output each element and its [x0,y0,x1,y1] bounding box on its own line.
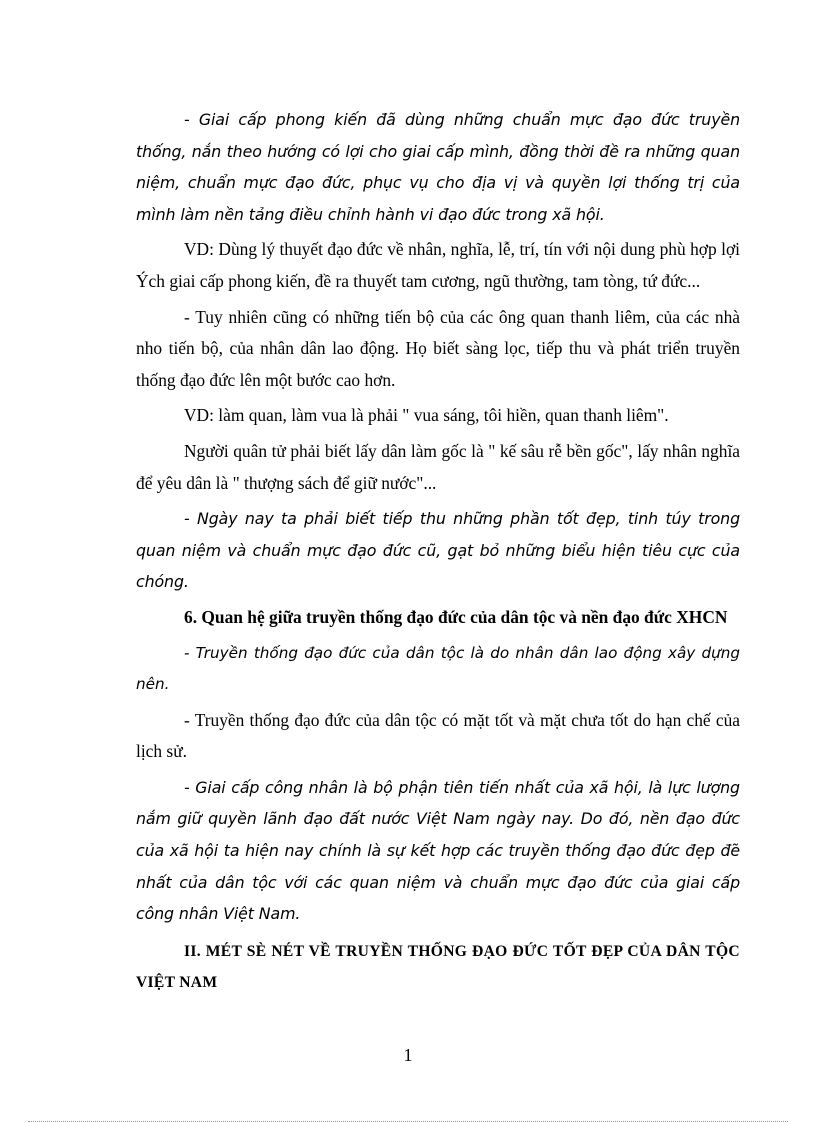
paragraph-example-virtues: VD: Dùng lý thuyết đạo đức về nhân, nghĩa, lễ, trí, tín với nội dung phù hợp lợi Ých giai cấp phong kiến, đề ra thuyết tam cương, ngũ thường, tam tòng, tứ đức... [136,239,740,291]
paragraph-working-class: - Giai cấp công nhân là bộ phận tiên tiến nhất của xã hội, là lực lượng nắm giữ quyền lãnh đạo đất nước Việt Nam ngày nay. Do đó, nền đạo đức của xã hội ta hiện nay chính là sự kết hợp các truyền thống đạo đức đẹp đẽ nhất của dân tộc với các quan niệm và chuẩn mực đạo đức của giai cấp công nhân Việt Nam. [136,777,740,924]
paragraph-feudal-class: - Giai cấp phong kiến đã dùng những chuẩn mực đạo đức truyền thống, nắn theo hướng có lợi cho giai cấp mình, đồng thời đề ra những quan niệm, chuẩn mực đạo đức, phục vụ cho địa vị và quyền lợi thống trị của mình làm nền tảng điều chỉnh hành vi đạo đức trong xã hội. [136,110,740,224]
paragraph-today: - Ngày nay ta phải biết tiếp thu những phần tốt đẹp, tinh túy trong quan niệm và chuẩn mực đạo đức cũ, gạt bỏ những biểu hiện tiêu cực của chóng. [136,509,740,592]
page-number: 1 [403,1045,413,1065]
paragraph-example-king: VD: làm quan, làm vua là phải " vua sáng, tôi hiền, quan thanh liêm". [184,405,669,426]
page-bottom-divider [28,1121,788,1122]
paragraph-progressive-officials: - Tuy nhiên cũng có những tiến bộ của các ông quan thanh liêm, của các nhà nho tiến bộ, của nhân dân lao động. Họ biết sàng lọc, tiếp thu và phát triển truyền thống đạo đức lên một bước cao hơn. [136,306,740,390]
document-body [136,104,740,1003]
paragraph-gentleman: Người quân tử phải biết lấy dân làm gốc là " kế sâu rễ bền gốc", lấy nhân nghĩa để yêu dân là " thượng sách để giữ nước"... [136,440,740,493]
section-heading-6: 6. Quan hệ giữa truyền thống đạo đức của dân tộc và nền đạo đức XHCN [184,606,728,627]
paragraph-good-and-bad: - Truyền thống đạo đức của dân tộc có mặt tốt và mặt chưa tốt do hạn chế của lịch sử. [136,709,740,762]
paragraph-built-by-people: - Truyền thống đạo đức của dân tộc là do nhân dân lao động xây dựng nên. [136,643,740,694]
section-heading-ii: II. MÉT SÈ NÉT VỀ TRUYỀN THỐNG ĐẠO ĐỨC TỐT ĐẸP CỦA DÂN TỘC VIỆT NAM [136,942,740,992]
